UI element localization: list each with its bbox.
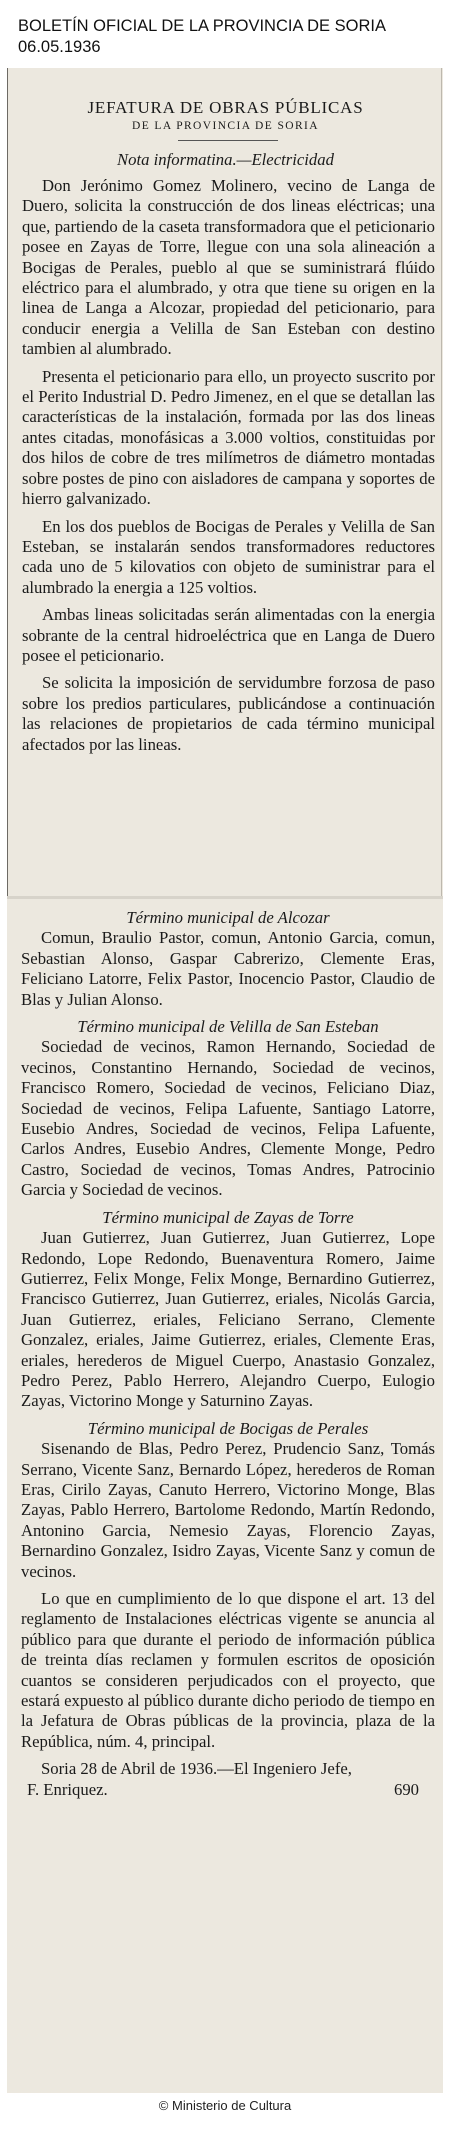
signature-row [21,1780,435,1800]
copyright-icon: © [158,2098,169,2113]
termino-list: Sociedad de vecinos, Ramon Hernando, Sociedad de vecinos, Constantino Hernando, Sociedad de vecinos, Francisco Romero, Sociedad de vecinos, Feliciano Diaz, Sociedad de vecinos, Felipa Lafuente, Santiago Latorre, Eusebio Andres, Sociedad de vecinos, Felipa Lafuente, Carlos Andres, Eusebio Andres, Clemente Monge, Pedro Castro, Sociedad de vecinos, Tomas Andres, Patrocinio Garcia y Sociedad de vecinos. [21,1037,435,1200]
termino-list: Sisenando de Blas, Pedro Perez, Prudencio Sanz, Tomás Serrano, Vicente Sanz, Bernardo López, herederos de Roman Eras, Cirilo Zayas, Canuto Herrero, Victorino Monge, Blas Zayas, Pablo Herrero, Bartolome Redondo, Martín Redondo, Antonino Garcia, Nemesio Zayas, Florencio Zayas, Bernardino Gonzalez, Isidro Zayas, Vicente Sanz y comun de vecinos. [21,1439,435,1581]
page-footer [0,2093,450,2136]
page-header [0,0,450,68]
termino-list: Juan Gutierrez, Juan Gutierrez, Juan Gutierrez, Lope Redondo, Lope Redondo, Buenaventura Romero, Jaime Gutierrez, Felix Monge, Felix Monge, Bernardino Gutierrez, Francisco Gutierrez, Juan Gutierrez, eriales, Nicolás Garcia, Juan Gutierrez, eriales, Feliciano Serrano, Clemente Gonzalez, eriales, Jaime Gutierrez, eriales, Clemente Eras, eriales, herederos de Miguel Cuerpo, Anastasio Gonzalez, Pedro Perez, Pablo Herrero, Alejandro Cuerpo, Eulogio Zayas, Victorino Monge y Saturnino Zayas. [21,1228,435,1411]
termino-title: Término municipal de Alcozar [126,908,330,927]
copyright-text: Ministerio de Cultura [172,2098,292,2113]
termino-title: Término municipal de Zayas de Torre [102,1207,354,1227]
announcement-number: 690 [393,1779,419,1799]
termino-title: Término municipal de Bocigas de Perales [87,1418,369,1438]
section-propietarios [7,898,443,2093]
paragraph: Se solicita la imposición de servidumbre forzosa de paso sobre los predios particulares, publicándose a continuación las relaciones de propietarios de cada término municipal afectados por las lineas. [22,673,435,754]
bulletin-title: BOLETÍN OFICIAL DE LA PROVINCIA DE SORIA [18,17,386,35]
termino-list: Comun, Braulio Pastor, comun, Antonio Garcia, comun, Sebastian Alonso, Gaspar Cabrerizo, Clemente Eras, Feliciano Latorre, Felix Pastor, Inocencio Pastor, Claudio de Blas y Julian Alonso. [21,928,435,1009]
paragraph: En los dos pueblos de Bocigas de Perales y Velilla de San Esteban, se instalarán sendos transformadores reductores cada uno de 5 kilovatios con objeto de suministrar para el alumbrado la energia a 125 voltios. [22,516,435,597]
propietarios-body [21,908,435,1800]
article-title: JEFATURA DE OBRAS PÚBLICAS [87,98,364,117]
signature-name: F. Enriquez. [27,1779,108,1799]
title-divider [178,140,278,141]
article-subtitle: DE LA PROVINCIA DE SORIA [132,120,319,132]
article-body [22,176,435,755]
paragraph: Presenta el peticionario para ello, un proyecto suscrito por el Perito Industrial D. Pedro Jimenez, en el que se detallan las características de la instalación, formada por las dos lineas antes citadas, monofásicas a 3.000 voltios, constituidas por dos hilos de cobre de tres milímetros de diámetro montadas sobre postes de pino con aisladores de campana y soportes de hierro galvanizado. [22,366,435,509]
paragraph: Don Jerónimo Gomez Molinero, vecino de Langa de Duero, solicita la construcción de dos lineas eléctricas; una que, partiendo de la caseta transformadora que el peticionario posee en Zayas de Torre, llegue con una sola alineación a Bocigas de Perales, pueblo al que se suministrará flúido eléctrico para el alumbrado, y otra que tiene su origen en la linea de Langa a Alcozar, propiedad del peticionario, para conducir energia a Velilla de San Esteban con destino tambien al alumbrado. [22,176,435,359]
bulletin-date: 06.05.1936 [18,38,101,56]
section-announcement [7,68,443,898]
column-rule [441,68,442,898]
scanned-page [7,68,443,2093]
termino-title: Término municipal de Velilla de San Esteban [77,1017,379,1037]
signature-line: Soria 28 de Abril de 1936.—El Ingeniero Jefe, [41,1759,352,1779]
paragraph: Ambas lineas solicitadas serán alimentadas con la energia sobrante de la central hidroeléctrica que en Langa de Duero posee el peticionario. [22,605,435,665]
closing-paragraph: Lo que en cumplimiento de lo que dispone el art. 13 del reglamento de Instalaciones eléctricas vigente se anuncia al público para que durante el periodo de información pública de treinta días reclamen y formulen escritos de oposición cuantos se consideren perjudicados con el proyecto, que estará expuesto al público durante dicho periodo de tiempo en la Jefatura de Obras públicas de la provincia, plaza de la República, núm. 4, principal. [21,1589,435,1751]
nota-heading: Nota informatina.—Electricidad [117,150,334,169]
